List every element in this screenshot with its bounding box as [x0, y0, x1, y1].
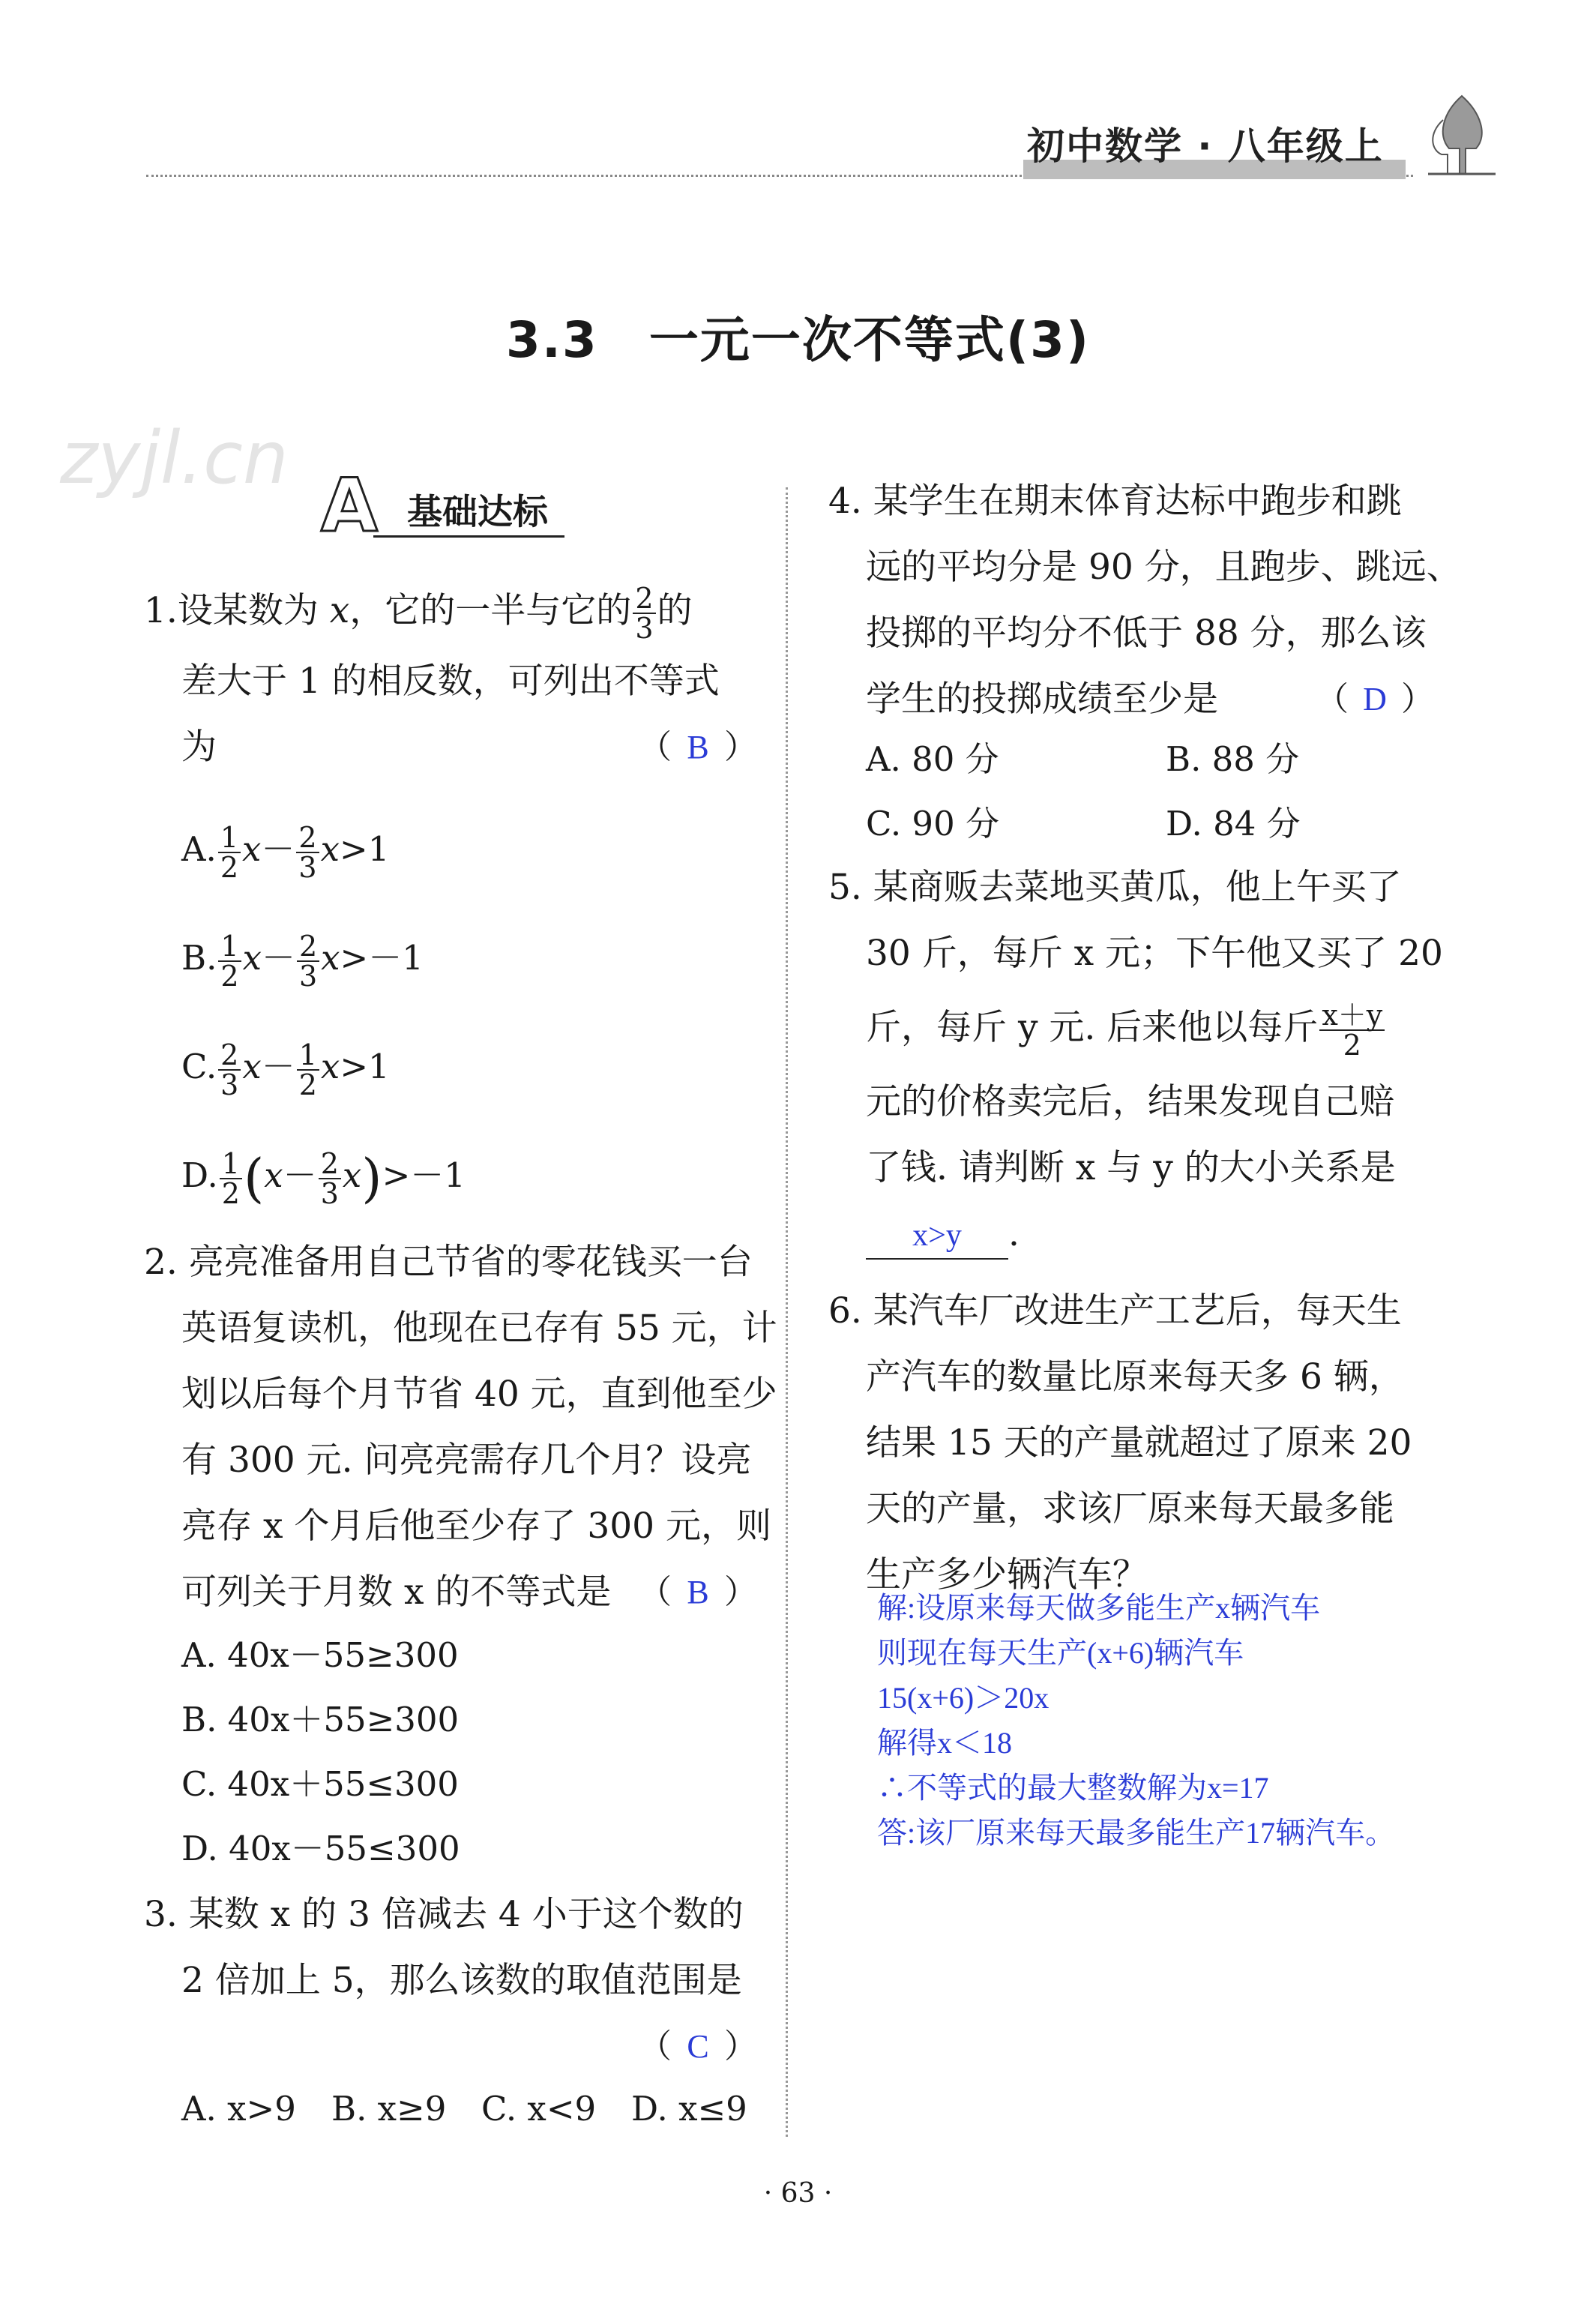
- solution-line: 解:设原来每天做多能生产x辆汽车: [877, 1591, 1321, 1625]
- q4-answer: D: [1363, 681, 1387, 718]
- solution-line: 答:该厂原来每天最多能生产17辆汽车。: [877, 1816, 1396, 1850]
- q2: 2. 亮亮准备用自己节省的零花钱买一台 英语复读机，他现在已存有 55 元，计 划以后每个月节省 40 元，直到他至少 有 300 元. 问亮亮需存几个月？设亮 亮存 x 个月后他至少存了 300 元，则 可列关于月数 x 的不等式是 （ B ）: [144, 1230, 759, 1625]
- solution-line: 解得x＜18: [877, 1726, 1012, 1760]
- section-underline: [373, 535, 564, 538]
- q4-option-b: B. 88 分: [1166, 739, 1300, 779]
- q5-answer-blank: x>y: [866, 1213, 1008, 1260]
- q2-answer: B: [687, 1574, 709, 1610]
- q3-option-a: A. x>9: [181, 2089, 296, 2129]
- watermark: zyjl.cn: [60, 416, 289, 500]
- q4-option-d: D. 84 分: [1166, 804, 1301, 843]
- q4-option-c: C. 90 分: [866, 804, 1000, 843]
- page-number: · 63 ·: [763, 2178, 833, 2209]
- q2-option-b: B. 40x＋55≥300: [181, 1700, 460, 1739]
- q3: 3. 某数 x 的 3 倍减去 4 小于这个数的 2 倍加上 5，那么该数的取值范围是 （ C ）: [144, 1882, 759, 2080]
- section-label: 基础达标: [407, 492, 548, 533]
- q1-option-a: A. $\frac{1}{2}$ x－ $\frac{2}{3}$ x>1: [181, 820, 390, 884]
- q1-answer: B: [687, 729, 709, 766]
- section-heading: [321, 463, 583, 549]
- page-title: 3.3 一元一次不等式(3): [505, 311, 1091, 369]
- q3-option-c: C. x<9: [481, 2089, 597, 2129]
- q3-option-d: D. x≤9: [631, 2089, 747, 2129]
- q3-option-b: B. x≥9: [331, 2089, 447, 2129]
- q3-answer: C: [687, 2028, 709, 2065]
- header-title: 初中数学 · 八年级上: [1027, 124, 1384, 168]
- q2-option-a: A. 40x－55≥300: [181, 1635, 459, 1675]
- solution-line: 15(x+6)＞20x: [877, 1681, 1050, 1715]
- q1-option-b: B. $\frac{1}{2}$ x－ $\frac{2}{3}$ x>－1: [181, 929, 424, 993]
- solution-line: 则现在每天生产(x+6)辆汽车: [877, 1636, 1244, 1670]
- q5-frac-price: $\frac{x+y}{2}$: [1319, 1001, 1385, 1059]
- q5: 5. 某商贩去菜地买黄瓜，他上午买了 30 斤，每斤 x 元；下午他又买了 20 斤，每斤 y 元. 后来他以每斤 $\frac{x+y}{2}$ 元的价格卖完后，结果发现自己赔 了钱. 请判断 x 与 y 的大小关系是 x>y .: [828, 855, 1443, 1267]
- column-divider: [786, 487, 788, 2137]
- q6-solution: [877, 1586, 1395, 1856]
- q6: 6. 某汽车厂改进生产工艺后，每天生 产汽车的数量比原来每天多 6 辆， 结果 15 天的产量就超过了原来 20 天的产量，求该厂原来每天最多能 生产多少辆汽车？: [828, 1290, 1412, 1595]
- q1-option-c: C. $\frac{2}{3}$ x－ $\frac{1}{2}$ x>1: [181, 1038, 390, 1101]
- q2-option-d: D. 40x－55≤300: [181, 1829, 460, 1868]
- q1-option-d: D. $\frac{1}{2}$ (x－ $\frac{2}{3}$ x)>－1: [181, 1146, 466, 1210]
- q4-option-a: A. 80 分: [866, 739, 999, 779]
- q1: 1.设某数为 x，它的一半与它的 $\frac{2}{3}$ 的 差大于 1 的相反数，可列出不等式 为 （ B ）: [144, 574, 759, 780]
- section-badge: A: [321, 463, 378, 549]
- tree-logo-icon: [1421, 90, 1503, 180]
- q2-option-c: C. 40x＋55≤300: [181, 1764, 459, 1804]
- q1-frac-two-thirds: $\frac{2}{3}$: [633, 584, 655, 643]
- solution-line: ∴不等式的最大整数解为x=17: [877, 1771, 1269, 1805]
- q4: 4. 某学生在期末体育达标中跑步和跳 远的平均分是 90 分，且跑步、跳远、 投掷的平均分不低于 88 分，那么该 学生的投掷成绩至少是 （ D ）: [828, 469, 1443, 733]
